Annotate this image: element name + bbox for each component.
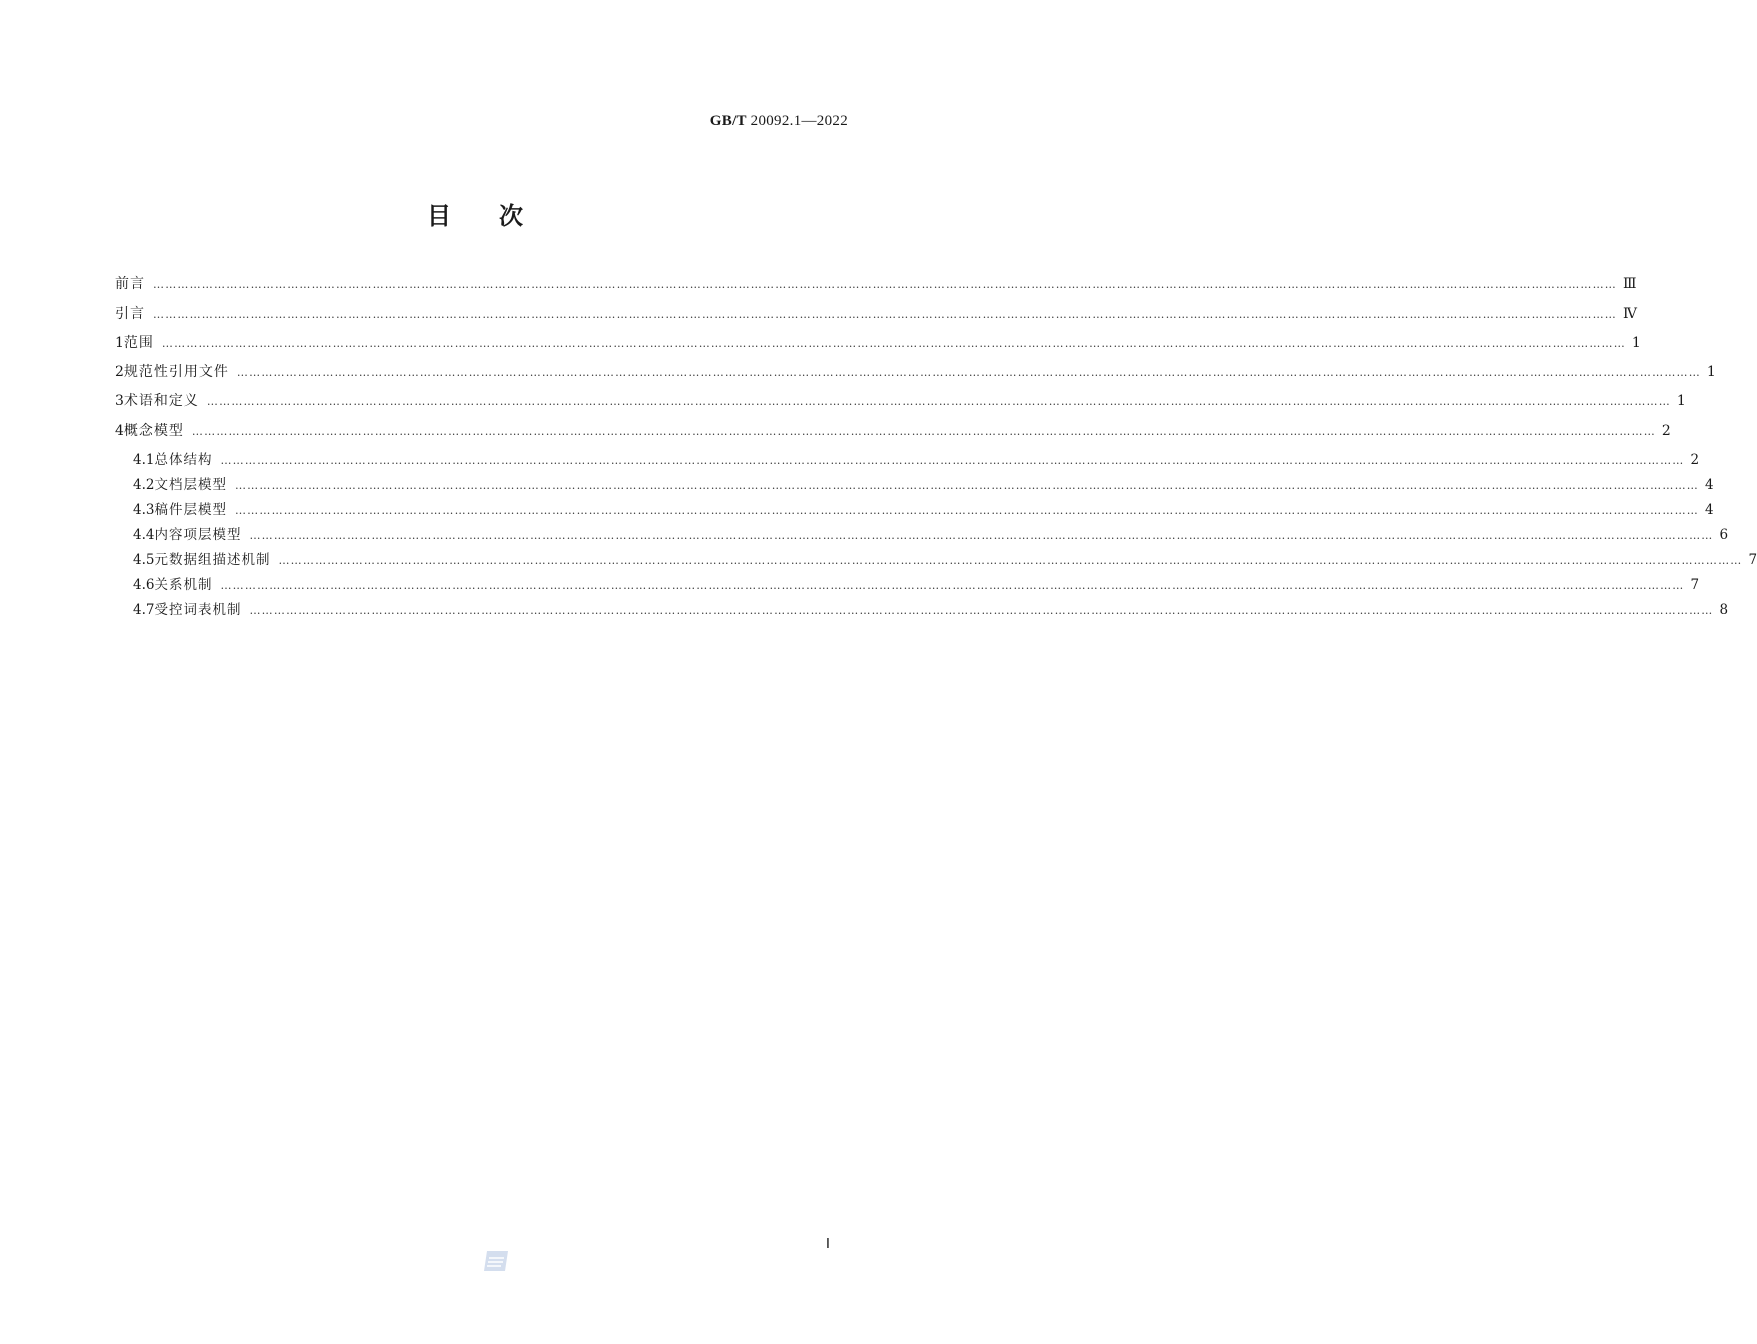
sac-logo-icon: [482, 1249, 510, 1273]
dot-leader: ………………………………………………………………………………………………………………………………………………………………………………………………………………………………………………………………………………………………………………………………: [236, 366, 1701, 379]
toc-entry-page: 6: [1719, 527, 1729, 543]
toc-entry[interactable]: [133, 600, 1729, 621]
toc-entry-page: 8: [1719, 602, 1729, 618]
dot-leader: ………………………………………………………………………………………………………………………………………………………………………………………………………………………………………………………………………………………………………………………………: [249, 604, 1714, 617]
toc-entry-page: 7: [1690, 577, 1700, 593]
toc-entry[interactable]: [115, 421, 1671, 442]
toc-entry-label: 受控词表机制: [154, 602, 242, 618]
dot-leader: ………………………………………………………………………………………………………………………………………………………………………………………………………………………………………………………………………………………………………………………………: [220, 454, 1685, 467]
toc-entry[interactable]: [115, 333, 1641, 354]
toc-entry[interactable]: [115, 304, 1637, 325]
dot-leader: ………………………………………………………………………………………………………………………………………………………………………………………………………………………………………………………………………………………………………………………………: [234, 479, 1699, 492]
toc-entry-label: 概念模型: [123, 423, 184, 439]
toc-entry-label: 前言: [115, 276, 145, 292]
page-number: Ⅰ: [825, 1237, 830, 1252]
toc-entry-page: Ⅳ: [1623, 306, 1637, 322]
toc-entry[interactable]: [115, 391, 1686, 412]
toc-entry[interactable]: [133, 575, 1700, 596]
toc-entry-page: 1: [1676, 393, 1686, 409]
dot-leader: ………………………………………………………………………………………………………………………………………………………………………………………………………………………………………………………………………………………………………………………………: [153, 278, 1617, 291]
toc-entry-number: 2: [115, 364, 124, 380]
toc-entry-number: 4.4: [133, 527, 155, 543]
toc-entry-number: 4.7: [133, 602, 155, 618]
toc-entry[interactable]: [133, 550, 1757, 571]
toc-entry-label: 文档层模型: [154, 477, 227, 493]
toc-entry-label: 稿件层模型: [154, 502, 227, 518]
dot-leader: ………………………………………………………………………………………………………………………………………………………………………………………………………………………………………………………………………………………………………………………………: [206, 395, 1671, 408]
toc-entry[interactable]: [133, 500, 1714, 521]
dot-leader: ………………………………………………………………………………………………………………………………………………………………………………………………………………………………………………………………………………………………………………………………: [161, 337, 1626, 350]
toc-entry-label: 总体结构: [154, 452, 213, 468]
dot-leader: ………………………………………………………………………………………………………………………………………………………………………………………………………………………………………………………………………………………………………………………………: [278, 554, 1743, 567]
toc-entry-number: 4.2: [133, 477, 155, 493]
toc-entry-label: 内容项层模型: [154, 527, 242, 543]
toc-entry-page: 2: [1690, 452, 1700, 468]
toc-entry-label: 术语和定义: [123, 393, 199, 409]
toc-entry-label: 引言: [115, 306, 145, 322]
toc-entry-number: 4.3: [133, 502, 155, 518]
toc-entry-number: 4.1: [133, 452, 155, 468]
toc-entry-page: 2: [1661, 423, 1671, 439]
toc-entry-number: 4.5: [133, 552, 155, 568]
standard-code: [710, 113, 848, 130]
toc-entry[interactable]: [133, 475, 1714, 496]
toc-entry-page: 7: [1748, 552, 1757, 568]
toc-entry[interactable]: [115, 274, 1637, 295]
toc-entry-number: 4.6: [133, 577, 155, 593]
standard-prefix: GB/T: [709, 113, 747, 129]
toc-entry-page: 4: [1704, 502, 1714, 518]
dot-leader: ………………………………………………………………………………………………………………………………………………………………………………………………………………………………………………………………………………………………………………………………: [153, 308, 1617, 321]
toc-entry[interactable]: [133, 450, 1700, 471]
toc-entry-label: 范围: [123, 335, 154, 351]
page-title: 目次: [427, 202, 571, 230]
dot-leader: ………………………………………………………………………………………………………………………………………………………………………………………………………………………………………………………………………………………………………………………………: [191, 425, 1656, 438]
toc-entry-page: Ⅲ: [1623, 276, 1637, 292]
dot-leader: ………………………………………………………………………………………………………………………………………………………………………………………………………………………………………………………………………………………………………………………………: [234, 504, 1699, 517]
toc-entry-number: 1: [115, 335, 124, 351]
dot-leader: ………………………………………………………………………………………………………………………………………………………………………………………………………………………………………………………………………………………………………………………………: [249, 529, 1714, 542]
toc-entry-page: 1: [1631, 335, 1641, 351]
toc-entry-label: 规范性引用文件: [123, 364, 229, 380]
toc-entry-page: 1: [1706, 364, 1716, 380]
toc-entry-number: 4: [115, 423, 124, 439]
standard-number: 20092.1—2022: [750, 113, 848, 129]
toc-entry-number: 3: [115, 393, 124, 409]
toc-entry-page: 4: [1704, 477, 1714, 493]
dot-leader: ………………………………………………………………………………………………………………………………………………………………………………………………………………………………………………………………………………………………………………………………: [220, 579, 1685, 592]
toc-entry-label: 关系机制: [154, 577, 213, 593]
toc-entry-label: 元数据组描述机制: [154, 552, 271, 568]
toc-entry[interactable]: [133, 525, 1729, 546]
toc-entry[interactable]: [115, 362, 1716, 383]
